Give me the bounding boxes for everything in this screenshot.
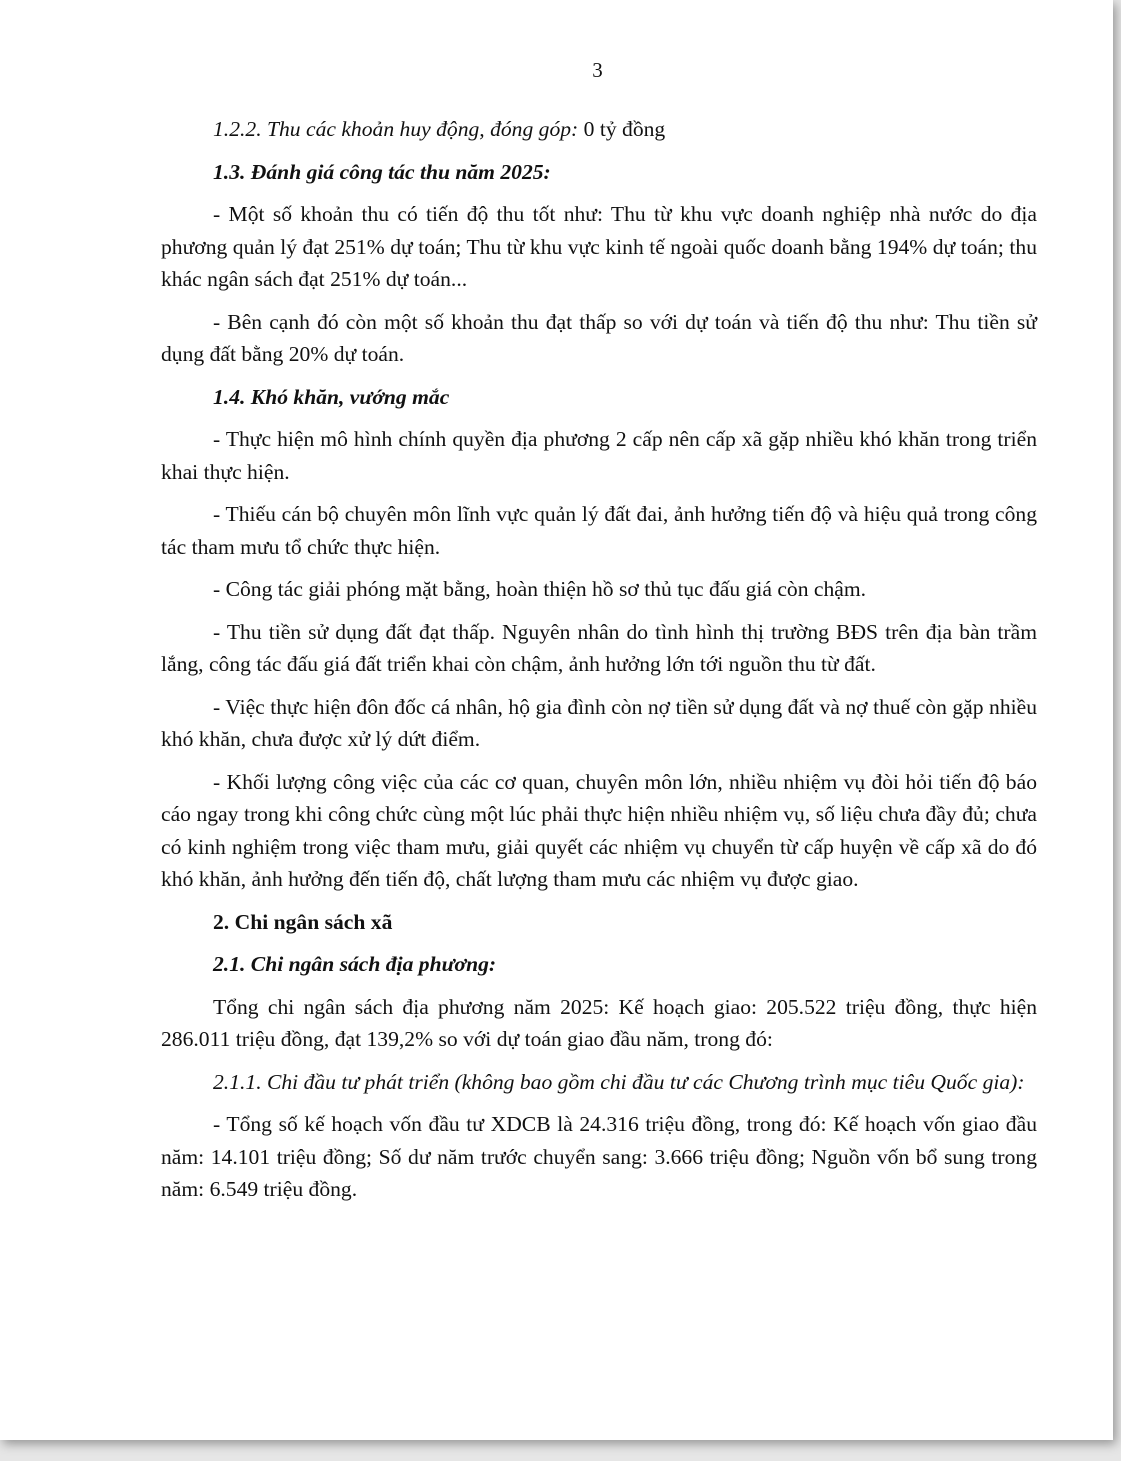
paragraph-1-4-3: - Công tác giải phóng mặt bằng, hoàn thiện hồ sơ thủ tục đấu giá còn chậm. [213,577,867,601]
document-body [161,113,1037,1216]
paragraph-1-4-4: - Thu tiền sử dụng đất đạt thấp. Nguyên nhân do tình hình thị trường BĐS trên địa bàn trầm lắng, công tác đấu giá đất triển khai còn chậm, ảnh hưởng lớn tới nguồn thu từ đất. [161,619,1037,676]
heading-2-1-1: 2.1.1. Chi đầu tư phát triển (không bao gồm chi đầu tư các Chương trình mục tiêu Quốc gia): [213,1069,1025,1094]
paragraph-2-1-1: Tổng chi ngân sách địa phương năm 2025: Kế hoạch giao: 205.522 triệu đồng, thực hiện 286.011 triệu đồng, đạt 139,2% so với dự toán giao đầu năm, trong đó: [161,994,1037,1051]
heading-2-1: 2.1. Chi ngân sách địa phương: [213,952,497,976]
heading-1-3: 1.3. Đánh giá công tác thu năm 2025: [213,159,551,184]
item-1-2-2 [161,113,1037,146]
item-1-2-2-label: 1.2.2. Thu các khoản huy động, đóng góp: [213,117,579,141]
item-1-2-2-value: 0 tỷ đồng [578,117,666,141]
paragraph-1-3-1: - Một số khoản thu có tiến độ thu tốt như: Thu từ khu vực doanh nghiệp nhà nước do địa phương quản lý đạt 251% dự toán; Thu từ khu vực kinh tế ngoài quốc doanh bằng 194% dự toán; thu khác ngân sách đạt 251% dự toán... [161,202,1037,291]
paragraph-1-4-6: - Khối lượng công việc của các cơ quan, chuyên môn lớn, nhiều nhiệm vụ đòi hỏi tiến độ báo cáo ngay trong khi công chức cùng một lúc phải thực hiện nhiều nhiệm vụ, số liệu chưa đầy đủ; chưa có kinh nghiệm trong việc tham mưu, giải quyết các nhiệm vụ chuyển từ cấp huyện về cấp xã do đó khó khăn, ảnh hưởng đến tiến độ, chất lượng tham mưu các nhiệm vụ được giao. [161,769,1037,891]
heading-2: 2. Chi ngân sách xã [213,909,393,934]
paragraph-1-3-2: - Bên cạnh đó còn một số khoản thu đạt thấp so với dự toán và tiến độ thu như: Thu tiền sử dụng đất bằng 20% dự toán. [161,309,1037,366]
heading-1-4: 1.4. Khó khăn, vướng mắc [213,384,450,409]
page-number: 3 [592,58,603,82]
paragraph-2-1-1-1: - Tổng số kế hoạch vốn đầu tư XDCB là 24.316 triệu đồng, trong đó: Kế hoạch vốn giao đầu năm: 14.101 triệu đồng; Số dư năm trước chuyển sang: 3.666 triệu đồng; Nguồn vốn bổ sung trong năm: 6.549 triệu đồng. [161,1112,1037,1201]
paragraph-1-4-1: - Thực hiện mô hình chính quyền địa phương 2 cấp nên cấp xã gặp nhiều khó khăn trong triển khai thực hiện. [161,427,1037,484]
paragraph-1-4-2: - Thiếu cán bộ chuyên môn lĩnh vực quản lý đất đai, ảnh hưởng tiến độ và hiệu quả trong công tác tham mưu tổ chức thực hiện. [161,502,1037,559]
paragraph-1-4-5: - Việc thực hiện đôn đốc cá nhân, hộ gia đình còn nợ tiền sử dụng đất và nợ thuế còn gặp nhiều khó khăn, chưa được xử lý dứt điểm. [161,694,1037,751]
